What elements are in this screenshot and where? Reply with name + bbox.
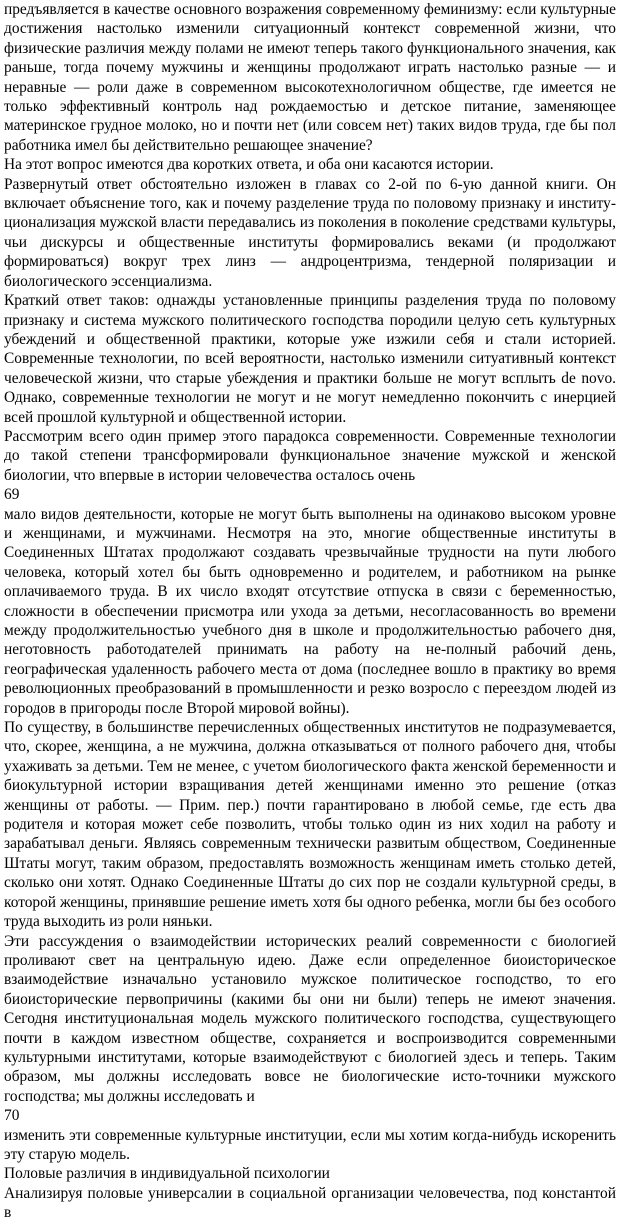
paragraph: По существу, в большинстве перечисленных общественных институтов не подразумевается, что, скорее, женщина, а не мужчина, должна отказываться от полного рабочего дня, чтобы ухаживать за детьми. Тем не менее, с учетом биологического факта женской беременности и биокультурной истории взращивания детей женщинами именно это решение (отказ женщины от работы. — Прим. пер.) почти гарантировано в любой семье, где есть два родителя и которая может себе позволить, чтобы только один из них ходил на работу и зарабатывал деньги. Являясь современным технически развитым обществом, Соединенные Штаты могут, таким образом, предоставлять возможность женщинам иметь столько детей, сколько они хотят. Однако Соединенные Штаты до сих пор не создали культурной среды, в которой женщины, принявшие решение иметь хотя бы одного ребенка, могли бы без особого труда выходить из роли няньки. [4,719,616,931]
paragraph: мало видов деятельности, которые не могут быть выполнены на одинаково высоком уровне и женщинами, и мужчинами. Несмотря на это, многие общественные институты в Соединенных Штатах продолжают создавать чрезвычайные трудности на пути любого человека, который хотел бы быть одновременно и родителем, и работником на рынке оплачиваемого труда. В их число входят отсутствие отпуска в связи с беременностью, сложности в обеспечении присмотра или ухода за детьми, несогласованность во времени между продолжительностью учебного дня в школе и продолжительностью рабочего дня, неготовность работодателей принимать на работу на не-полный рабочий день, географическая удаленность рабочего места от дома (последнее вошло в практику во время революционных преобразований в промышленности и резко возросло с переездом людей из городов в пригороды после Второй мировой войны). [4,505,616,717]
paragraph: Эти рассуждения о взаимодействии исторических реалий современности с биологией проливают свет на центральную идею. Даже если определенное биоисторическое взаимодействие изначально установило мужское политическое господство, то его биоисторические первопричины (какими бы они ни были) теперь не имеют значения. Сегодня институциональная модель мужского политического господства, существующего почти в каждом известном обществе, сохраняется и воспроизводится современными культурными институтами, которые взаимодействуют с биологией здесь и теперь. Таким образом, мы должны исследовать вовсе не биологические исто-точники мужского господства; мы должны исследовать и [4,932,616,1105]
paragraph: Анализируя половые универсалии в социальной организации человечества, под константой в [4,1184,616,1222]
document-page [4,0,616,1223]
paragraph: Рассмотрим всего один пример этого парадокса современности. Современные технологии до такой степени трансформировали функциональное значение мужской и женской биологии, что впервые в истории человечества осталось очень [4,427,616,484]
page-number: 70 [4,1107,20,1125]
paragraph: изменить эти современные культурные институции, если мы хотим когда-нибудь искоренить эту старую модель. [4,1126,616,1163]
paragraph: предъявляется в качестве основного возражения современному феминизму: если культурные достижения настолько изменили ситуационный контекст современной жизни, что физические различия между полами не имеют теперь такого функционального значения, как раньше, тогда почему мужчины и женщины продолжают играть настолько разные — и неравные — роли даже в современном высокотехнологичном обществе, где имеется не только эффективный контроль над рождаемостью и детское питание, заменяющее материнское грудное молоко, но и почти нет (или совсем нет) таких видов труда, где бы пол работника имел бы действительно решающее значение? [4,1,616,154]
page-number: 69 [4,486,20,504]
paragraph: Краткий ответ таков: однажды установленные принципы разделения труда по половому признаку и система мужского политического господства породили целую сеть культурных убеждений и общественной практики, которые уже изжили себя и стали историей. Современные технологии, по всей вероятности, настолько изменили ситуативный контекст человеческой жизни, что старые убеждения и практики больше не могут всплыть de novo. Однако, современные технологии не могут и не могут немедленно покончить с инерцией всей прошлой культурной и общественной истории. [4,292,616,426]
paragraph: На этот вопрос имеются два коротких ответа, и оба они касаются истории. [4,156,494,174]
section-heading: Половые различия в индивидуальной психологии [4,1165,330,1183]
paragraph: Развернутый ответ обстоятельно изложен в главах со 2-ой по 6-ую данной книги. Он включает объяснение того, как и почему разделение труда по половому признаку и институ-ционализация мужской власти передавались из поколения в поколение средствами культуры, чьи дискурсы и общественные институты формировались веками (и продолжают формироваться) вокруг трех линз — андроцентризма, тендерной поляризации и биологического эссенциализма. [4,175,616,290]
